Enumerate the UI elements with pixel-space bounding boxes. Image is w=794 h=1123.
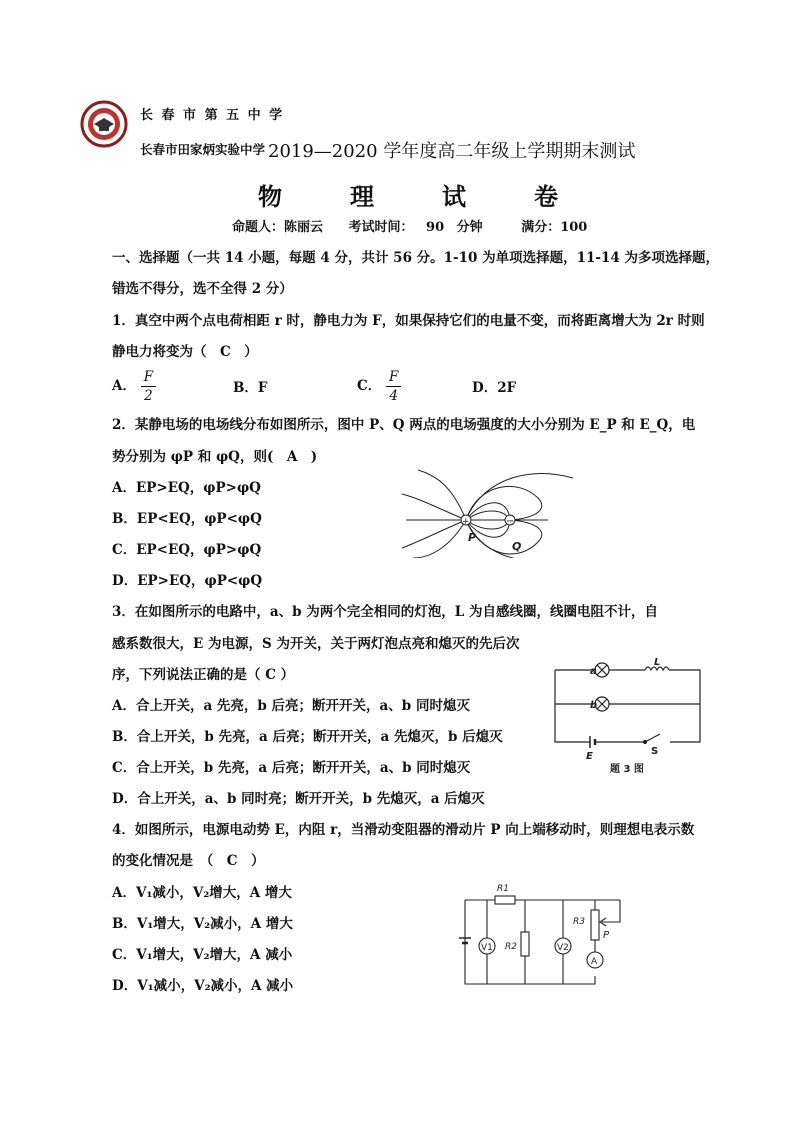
q4-slider-p-label: P bbox=[603, 930, 610, 941]
q1-stem: 1．真空中两个点电荷相距 r 时，静电力为 F，如果保持它们的电量不变，而将距离增大为 2r 时则 bbox=[112, 313, 705, 329]
q2-option-d: D．EP>EQ，φP<φQ bbox=[112, 573, 263, 589]
q1-option-a-label: A． bbox=[112, 378, 136, 394]
exam-meta: 命题人：陈丽云 考试时间： 90 分钟 满分：100 bbox=[232, 220, 588, 235]
q1-option-b: B．F bbox=[233, 380, 268, 396]
q1-a-den: 2 bbox=[144, 388, 153, 404]
q3-option-a: A．合上开关，a 先亮，b 后亮；断开开关，a、b 同时熄灭 bbox=[112, 698, 470, 714]
q4-stem: 4．如图所示，电源电动势 E，内阻 r，当滑动变阻器的滑动片 P 向上端移动时，则理想电表示数 bbox=[112, 822, 695, 838]
q3-stem-2: 感系数很大，E 为电源，S 为开关，关于两灯泡点亮和熄灭的先后次 bbox=[112, 636, 520, 652]
q3-stem: 3．在如图所示的电路中，a、b 为两个完全相同的灯泡，L 为自感线圈，线圈电阻不计，自 bbox=[112, 604, 658, 620]
q3-option-d: D．合上开关，a、b 同时亮；断开开关，b 先熄灭，a 后熄灭 bbox=[112, 791, 485, 807]
subject-title bbox=[258, 177, 558, 212]
q4-ammeter-label: A bbox=[591, 957, 598, 967]
q1-option-a-fraction bbox=[141, 368, 156, 405]
q1-option-a bbox=[112, 368, 156, 405]
q3-circuit-figure bbox=[550, 656, 710, 776]
q4-option-b: B．V₁增大，V₂减小，A 增大 bbox=[112, 916, 293, 932]
q4-option-d: D．V₁减小，V₂减小，A 减小 bbox=[112, 978, 294, 994]
q3-figure-caption: 题 3 图 bbox=[610, 764, 644, 775]
q1-a-num: F bbox=[141, 368, 156, 387]
q3-option-b: B．合上开关，b 先亮，a 后亮；断开开关，a 先熄灭，b 后熄灭 bbox=[112, 729, 503, 745]
q4-voltmeter-2-label: V2 bbox=[557, 943, 569, 953]
subject-char-1: 物 bbox=[258, 182, 282, 211]
q1-c-num: F bbox=[386, 368, 401, 387]
q2-point-q-label: Q bbox=[512, 540, 522, 553]
q1-option-c-fraction bbox=[386, 368, 401, 405]
q4-r2-label: R2 bbox=[505, 942, 517, 952]
q2-field-figure bbox=[398, 468, 588, 558]
q4-r1-label: R1 bbox=[497, 884, 509, 894]
q2-option-b: B．EP<EQ，φP<φQ bbox=[112, 511, 262, 527]
q1-option-c-label: C． bbox=[357, 378, 382, 394]
school-logo bbox=[80, 100, 128, 148]
q3-source-label: E bbox=[586, 751, 593, 762]
q3-inductor-label: L bbox=[654, 657, 661, 668]
q3-stem-3: 序，下列说法正确的是（ C ） bbox=[112, 667, 295, 683]
school-name-2: 长春市田家炳实验中学 bbox=[140, 142, 266, 157]
q2-option-a: A．EP>EQ，φP>φQ bbox=[112, 480, 261, 496]
q4-voltmeter-1-label: V1 bbox=[481, 943, 493, 953]
q2-stem: 2．某静电场的电场线分布如图所示，图中 P、Q 两点的电场强度的大小分别为 E_P 和 E_Q，电 bbox=[112, 417, 696, 433]
q2-option-c: C．EP<EQ，φP>φQ bbox=[112, 542, 262, 558]
subject-char-2: 理 bbox=[350, 182, 374, 211]
section-heading-2: 错选不得分，选不全得 2 分） bbox=[112, 281, 293, 297]
q1-stem-2: 静电力将变为（ C ） bbox=[112, 344, 258, 360]
q4-option-a: A．V₁减小，V₂增大，A 增大 bbox=[112, 885, 292, 901]
q2-minus-label: − bbox=[506, 516, 515, 527]
q3-lamp-b-label: b bbox=[590, 700, 598, 711]
q4-option-c: C．V₁增大，V₂增大，A 减小 bbox=[112, 947, 293, 963]
q1-c-den: 4 bbox=[389, 388, 398, 404]
q2-stem-2: 势分别为 φP 和 φQ，则( A ) bbox=[112, 449, 318, 465]
q2-plus-label: + bbox=[462, 517, 470, 527]
subject-char-4: 卷 bbox=[534, 182, 558, 211]
section-heading: 一、选择题（一共 14 小题，每题 4 分，共计 56 分。1-10 为单项选择题，11-14 为多项选择题， bbox=[112, 250, 720, 266]
q1-option-d: D．2F bbox=[472, 380, 517, 396]
q1-option-c bbox=[357, 368, 401, 405]
q4-r3-label: R3 bbox=[573, 917, 585, 927]
q3-lamp-a-label: a bbox=[590, 666, 597, 677]
q3-option-c: C．合上开关，b 先亮，a 后亮；断开开关，a、b 同时熄灭 bbox=[112, 760, 471, 776]
exam-title: 2019—2020 学年度高二年级上学期期末测试 bbox=[268, 141, 636, 162]
subject-char-3: 试 bbox=[442, 182, 466, 211]
school-name: 长 春 市 第 五 中 学 bbox=[140, 108, 285, 123]
q4-stem-2: 的变化情况是 （ C ） bbox=[112, 853, 265, 869]
q3-switch-label: S bbox=[651, 746, 659, 757]
q2-point-p-label: P bbox=[468, 531, 477, 544]
q4-circuit-figure bbox=[455, 880, 635, 990]
